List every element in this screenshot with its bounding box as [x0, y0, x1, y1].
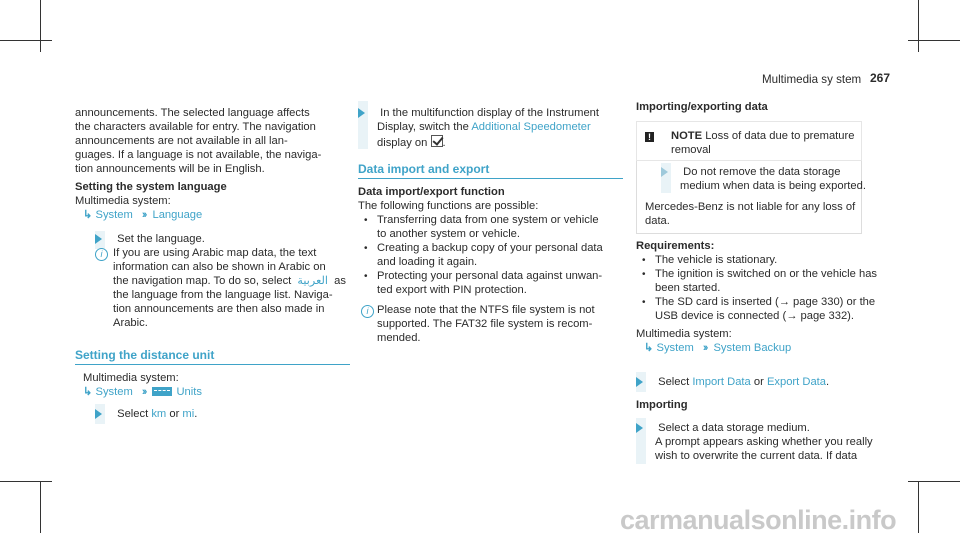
step-select-unit	[95, 408, 197, 421]
setting-language-heading: Setting the system language	[75, 181, 227, 193]
step-line	[377, 121, 591, 134]
section-rule	[358, 178, 623, 179]
crop-mark	[908, 40, 960, 41]
multimedia-system-label: Multimedia system:	[83, 372, 179, 384]
bullet-line: ted export with PIN protection.	[377, 284, 527, 296]
bullet-icon: •	[642, 297, 646, 308]
data-import-export-title: Data import and export	[358, 162, 490, 176]
path-arrow-icon: ↳	[644, 342, 654, 354]
note-step	[661, 166, 840, 179]
step-arrow-icon	[95, 409, 102, 419]
step-arrow-icon	[358, 108, 365, 118]
path-system[interactable]: System	[656, 342, 694, 354]
step-arrow-icon	[636, 377, 643, 387]
import-export-heading: Importing/exporting data	[636, 101, 768, 113]
step-text: Select	[658, 376, 690, 388]
option-mi[interactable]: mi	[182, 408, 195, 420]
requirement-line: The vehicle is stationary.	[655, 254, 778, 266]
function-intro: The following functions are possible:	[358, 200, 539, 212]
info-line: Arabic.	[113, 317, 148, 329]
path-separator-icon: ››	[702, 342, 707, 354]
info-line: supported. The FAT32 file system is recom-	[377, 318, 593, 330]
step-text: Set the language.	[117, 233, 205, 245]
step-line: A prompt appears asking whether you really	[655, 436, 873, 448]
info-text: the navigation map. To do so, select	[113, 275, 292, 287]
path-separator-icon: ››	[141, 209, 146, 221]
checkbox-checked-icon[interactable]	[431, 135, 443, 147]
requirement-line: The SD card is inserted (→ page 330) or the	[655, 296, 876, 308]
liability-line: Mercedes-Benz is not liable for any loss of	[645, 201, 856, 213]
note-title: NOTE	[671, 130, 703, 142]
path-system[interactable]: System	[95, 209, 133, 221]
step-select-medium	[636, 422, 810, 435]
crop-mark	[908, 481, 960, 482]
step-text: Do not remove the data storage	[683, 166, 841, 178]
step-text: display on	[377, 137, 428, 149]
intro-line: announcements. The selected language affects	[75, 107, 310, 119]
bullet-line: Creating a backup copy of your personal data	[377, 242, 603, 254]
intro-line: guages. If a language is not available, the naviga-	[75, 149, 322, 161]
crop-mark	[40, 0, 41, 52]
bullet-icon: •	[642, 269, 646, 280]
requirement-line: been started.	[655, 282, 721, 294]
requirements-heading: Requirements:	[636, 240, 715, 252]
path-system-backup[interactable]: System Backup	[713, 342, 792, 354]
option-km[interactable]: km	[151, 408, 167, 420]
step-set-language	[95, 233, 205, 246]
bullet-icon: •	[364, 243, 368, 254]
bullet-line: and loading it again.	[377, 256, 478, 268]
info-line: If you are using Arabic map data, the text	[113, 247, 317, 259]
requirement-line: USB device is connected (→ page 332).	[655, 310, 854, 322]
step-arrow-icon	[636, 423, 643, 433]
crop-mark	[40, 481, 41, 533]
info-line: information can also be shown in Arabic on	[113, 261, 326, 273]
importing-heading: Importing	[636, 399, 688, 411]
intro-line: announcements are not available in all lan-	[75, 135, 288, 147]
step-text: In the multifunction display of the Instrument	[380, 107, 600, 119]
intro-line: tion announcements will be in English.	[75, 163, 265, 175]
bullet-line: Protecting your personal data against unwan-	[377, 270, 603, 282]
section-rule	[75, 364, 350, 365]
note-line	[671, 130, 854, 143]
distance-unit-title: Setting the distance unit	[75, 348, 215, 362]
crop-mark	[918, 0, 919, 52]
menu-path	[83, 209, 202, 222]
step-text: Display, switch the	[377, 121, 469, 133]
step-text: or	[169, 408, 180, 420]
info-icon: i	[361, 305, 374, 318]
step-line: display on .	[377, 137, 446, 149]
multimedia-system-label: Multimedia system:	[636, 328, 732, 340]
import-data-option[interactable]: Import Data	[692, 376, 751, 388]
warning-icon: !	[645, 132, 654, 142]
info-line: Please note that the NTFS file system is not	[377, 304, 595, 316]
path-language[interactable]: Language	[152, 209, 203, 221]
arabic-option[interactable]: العربية	[297, 275, 328, 287]
note-line: removal	[671, 144, 711, 156]
info-line	[113, 275, 346, 288]
step-text: or	[753, 376, 764, 388]
bullet-line: Transferring data from one system or vehicle	[377, 214, 599, 226]
info-line: mended.	[377, 332, 421, 344]
step-arrow-icon	[661, 167, 668, 177]
crop-mark	[918, 481, 919, 533]
step-text: .	[826, 376, 830, 388]
export-data-option[interactable]: Export Data	[766, 376, 827, 388]
bullet-icon: •	[642, 255, 646, 266]
note-text: Loss of data due to premature	[705, 130, 855, 142]
crop-mark	[0, 40, 52, 41]
info-icon: i	[95, 248, 108, 261]
menu-path	[83, 386, 202, 399]
additional-speedometer-option[interactable]: Additional Speedometer	[471, 121, 591, 133]
path-system[interactable]: System	[95, 386, 133, 398]
note-step-line: medium when data is being exported.	[680, 180, 866, 192]
bullet-icon: •	[364, 215, 368, 226]
menu-path	[644, 342, 791, 355]
path-arrow-icon: ↳	[83, 209, 93, 221]
watermark: carmanualsonline.info	[620, 505, 897, 535]
crop-mark	[0, 481, 52, 482]
step-multifunction	[358, 107, 599, 120]
step-line: wish to overwrite the current data. If data	[655, 450, 858, 462]
requirement-line: The ignition is switched on or the vehicle has	[655, 268, 878, 280]
path-units[interactable]: Units	[176, 386, 202, 398]
multimedia-system-label: Multimedia system:	[75, 195, 171, 207]
path-separator-icon: ››	[141, 386, 146, 398]
step-text: Select	[117, 408, 149, 420]
intro-line: the characters available for entry. The navigation	[75, 121, 316, 133]
step-select-data	[636, 376, 829, 389]
step-text: Select a data storage medium.	[658, 422, 810, 434]
info-line: tion announcements are then also made in	[113, 303, 325, 315]
step-arrow-icon	[95, 234, 102, 244]
bullet-line: to another system or vehicle.	[377, 228, 521, 240]
ruler-icon	[152, 387, 172, 396]
page-number: 267	[870, 71, 891, 85]
path-arrow-icon: ↳	[83, 386, 93, 398]
liability-line: data.	[645, 215, 670, 227]
info-text: as	[334, 275, 346, 287]
step-text: .	[194, 408, 198, 420]
running-header: Multimedia sy stem	[762, 73, 862, 86]
function-heading: Data import/export function	[358, 186, 505, 198]
info-line: the language from the language list. Naviga-	[113, 289, 333, 301]
bullet-icon: •	[364, 271, 368, 282]
